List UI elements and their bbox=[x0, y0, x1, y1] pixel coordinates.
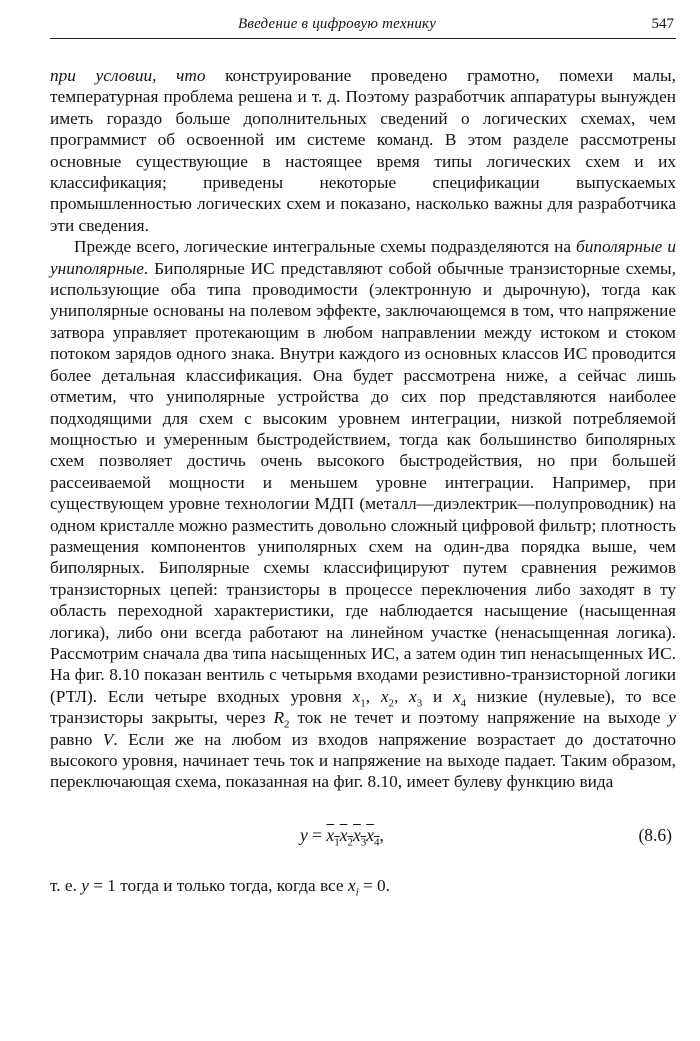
eq-trail: , bbox=[379, 824, 384, 845]
eq-sub: 2 bbox=[347, 836, 353, 849]
eq-x: x bbox=[339, 824, 348, 845]
paragraph-2 bbox=[50, 236, 676, 793]
var-y: y bbox=[668, 708, 676, 728]
closing-part-1: т. е. bbox=[50, 875, 82, 895]
running-header bbox=[50, 14, 676, 39]
equation-8-6 bbox=[50, 817, 676, 861]
closing-var-x: x bbox=[347, 875, 356, 895]
paragraph-2-part-5: равно bbox=[50, 729, 103, 749]
sub-1: 1 bbox=[360, 697, 366, 710]
sub-2: 2 bbox=[388, 697, 394, 710]
comma: , bbox=[365, 686, 381, 706]
and-word: и bbox=[422, 686, 453, 706]
paragraph-2-part-6: . Если же на любом из входов напряжение возрастает до достаточно высокого уровня, начинает течь ток и напряжение на выходе падает. Таким образом, переключающая схема, показанная на фиг. 8.10, имеет булеву функцию вида bbox=[50, 729, 676, 792]
eq-x: x bbox=[326, 824, 335, 845]
var-x2: x bbox=[380, 686, 389, 706]
body-text bbox=[50, 65, 676, 899]
paragraph-1 bbox=[50, 65, 676, 236]
eq-term-1 bbox=[326, 824, 340, 849]
paragraph-2-part-1: Прежде всего, логические интегральные схемы подразделяются на bbox=[74, 237, 576, 257]
italic-term: биполярные и униполярные bbox=[50, 237, 676, 278]
eq-x: x bbox=[352, 824, 361, 845]
eq-term-4 bbox=[366, 824, 380, 849]
paragraph-1-text: конструирование проведено грамотно, помехи малы, температурная проблема решена и т. д. Поэтому разработчик аппаратуры вынужден иметь гораздо больше дополнительных сведений о логических схемах, чем программист об освоенной им системе команд. В этом разделе рассмотрены основные существующие в настоящее время типы логических схем и их классификация; приведены некоторые спецификации выпускаемых промышленностью логических схем и показано, насколько важны для разработчика эти сведения. bbox=[50, 66, 676, 235]
sub-4: 4 bbox=[460, 697, 467, 710]
sub-R: 2 bbox=[284, 718, 290, 731]
running-title: Введение в цифровую технику bbox=[238, 16, 437, 32]
eq-sub: 1 bbox=[334, 836, 340, 849]
eq-sign: = bbox=[307, 824, 327, 845]
closing-sub-i: i bbox=[355, 886, 359, 899]
page-number: 547 bbox=[651, 16, 674, 32]
paragraph-2-part-2: . Биполярные ИС представляют собой обычные транзисторные схемы, использующие оба типа проводимости (электронную и дырочную), тогда как униполярные основаны на полевом эффекте, заключающемся в том, что напряжение затвора управляет протекающим в любом направлении между истоком и стоком потоком зарядов одного знака. Внутри каждого из основных классов ИС проводится более детальная классификация. Она будет рассмотрена ниже, а сейчас лишь отметим, что униполярные устройства до сих пор представляются наиболее подходящими для схем с высоким уровнем интеграции, низкой потребляемой мощностью и умеренным быстродействием, тогда как большинство биполярных схем позволяет достичь очень высокого быстродействия, но при большей рассеиваемой мощности и меньшем уровне интеграции. Например, при существующем уровне технологии МДП (металл—диэлектрик—полупроводник) на одном кристалле можно разместить довольно сложный цифровой фильтр; плотность размещения компонентов униполярных схем на один-два порядка выше, чем биполярных. Биполярные схемы классифицируют путем сравнения режимов транзисторных цепей: транзисторы в процессе переключения либо заходят в ту область переходной характеристики, где наблюдается насыщение (насыщенная логика), либо они всегда работают на линейном участке (ненасыщенная логика). Рассмотрим сначала два типа насыщенных ИС, а затем один тип ненасыщенных ИС. На фиг. 8.10 показан вентиль с четырьмя входами резистивно-транзисторной логики (РТЛ). Если четыре входных уровня bbox=[50, 258, 676, 706]
equation-number: (8.6) bbox=[638, 824, 672, 845]
var-V: V bbox=[102, 729, 114, 749]
closing-part-2: = 1 тогда и только тогда, когда все bbox=[88, 875, 348, 895]
eq-x: x bbox=[366, 824, 375, 845]
italic-lead: при условии, что bbox=[50, 66, 206, 85]
paragraph-2-part-4: ток не течет и поэтому напряжение на выходе bbox=[289, 708, 669, 728]
eq-sub: 3 bbox=[360, 836, 367, 849]
sub-3: 3 bbox=[416, 697, 423, 710]
var-x4: x bbox=[452, 686, 461, 706]
paragraph-2-part-3: низкие (нулевые), то все транзисторы закрыты, через bbox=[50, 686, 676, 728]
var-x3: x bbox=[409, 686, 417, 706]
eq-lhs: y bbox=[300, 824, 308, 845]
eq-term-3 bbox=[352, 824, 367, 849]
equation-body bbox=[300, 824, 384, 849]
var-x1: x bbox=[352, 686, 361, 706]
closing-part-3: = 0. bbox=[358, 875, 390, 895]
book-page bbox=[50, 14, 676, 914]
eq-sub: 4 bbox=[374, 836, 380, 849]
comma: , bbox=[393, 686, 410, 706]
var-R: R bbox=[273, 708, 285, 728]
closing-line bbox=[50, 875, 676, 899]
closing-var-y: y bbox=[81, 875, 89, 895]
eq-term-2 bbox=[339, 824, 353, 849]
